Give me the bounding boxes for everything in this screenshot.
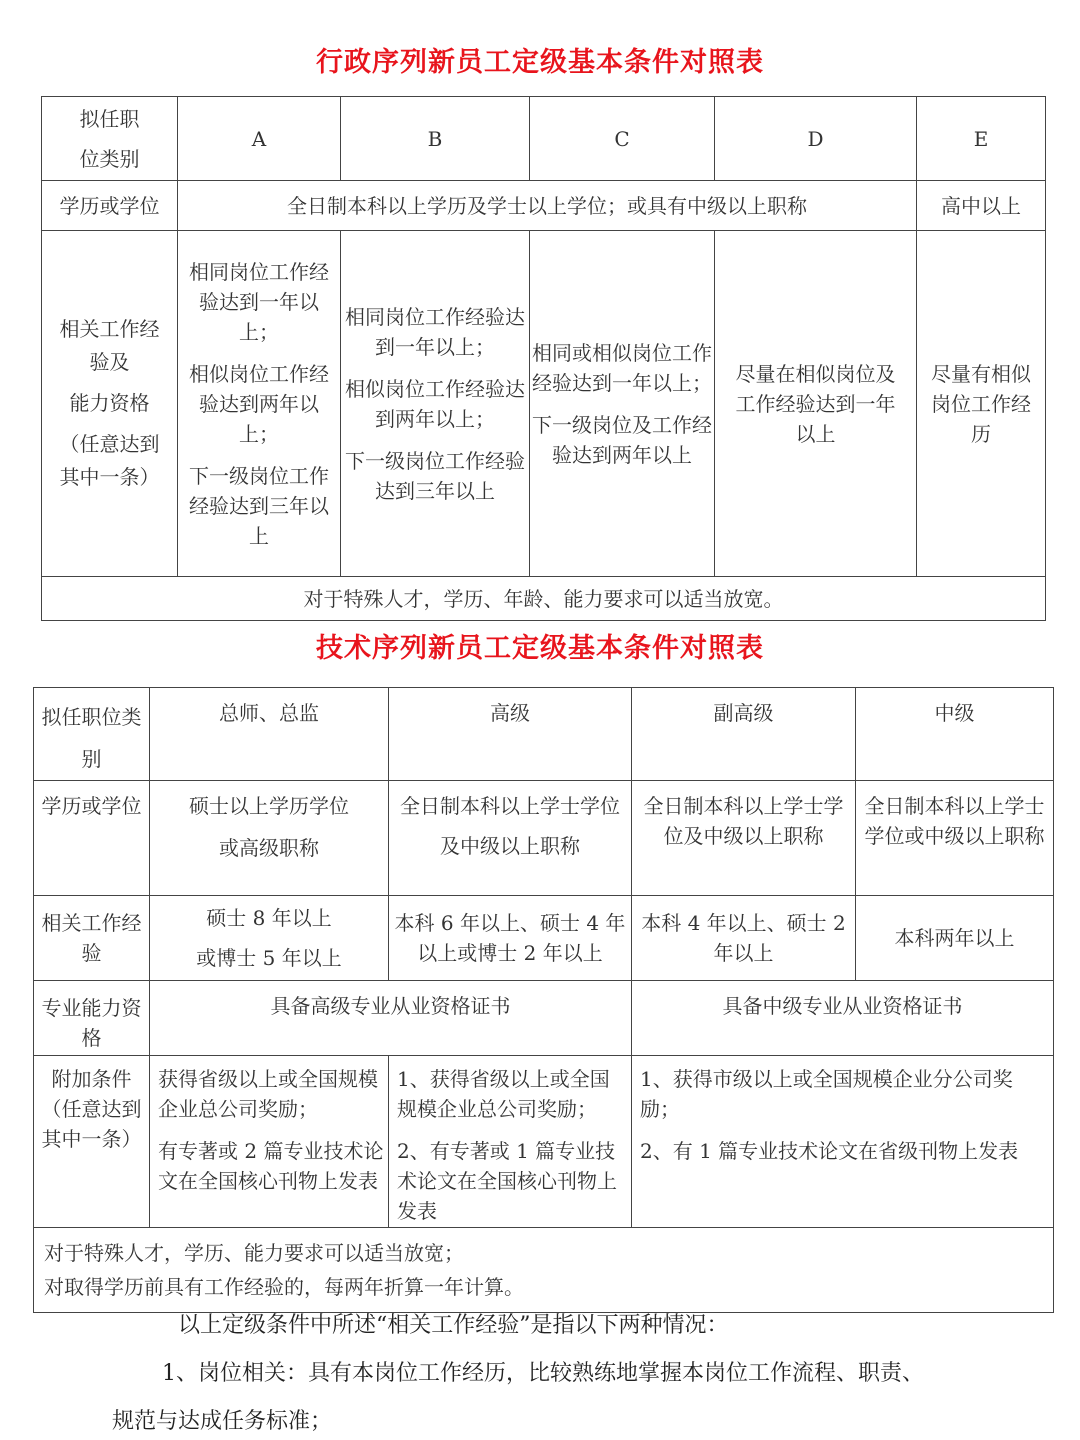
grade-d: D (715, 97, 917, 181)
tech-additional-chief: 获得省级以上或全国规模企业总公司奖励； 有专著或 2 篇专业技术论文在全国核心刊物上发表 (150, 1056, 389, 1228)
admin-experience-e: 尽量有相似岗位工作经历 (917, 231, 1046, 577)
tech-qualification-senior: 具备高级专业从业资格证书 (150, 981, 632, 1056)
tech-education-mid: 全日制本科以上学士学位或中级以上职称 (856, 781, 1054, 896)
tech-notes (34, 1228, 1054, 1313)
tech-note-1: 对于特殊人才，学历、能力要求可以适当放宽； (44, 1241, 464, 1265)
admin-experience-c: 相同或相似岗位工作经验达到一年以上； 下一级岗位及工作经验达到两年以上 (530, 231, 715, 577)
grade-chief: 总师、总监 (150, 688, 389, 781)
admin-experience-d: 尽量在相似岗位及工作经验达到一年以上 (715, 231, 917, 577)
tech-experience-chief: 硕士 8 年以上 或博士 5 年以上 (150, 896, 389, 981)
footer-item-1: 1、岗位相关：具有本岗位工作经历，比较熟练地掌握本岗位工作流程、职责、 (162, 1361, 924, 1386)
admin-experience-b: 相同岗位工作经验达到一年以上； 相似岗位工作经验达到两年以上； 下一级岗位工作经验达到三年以上 (341, 231, 530, 577)
tech-additional-label: 附加条件（任意达到其中一条） (34, 1056, 150, 1228)
admin-experience-label: 相关工作经 验及 能力资格 （任意达到 其中一条） (42, 231, 178, 577)
admin-header-label: 拟任职 位类别 (42, 97, 178, 181)
tech-experience-mid: 本科两年以上 (856, 896, 1054, 981)
admin-note: 对于特殊人才，学历、年龄、能力要求可以适当放宽。 (42, 577, 1046, 621)
tech-table-title: 技术序列新员工定级基本条件对照表 (316, 633, 764, 664)
tech-additional-senior: 1、获得省级以上或全国规模企业总公司奖励； 2、有专著或 1 篇专业技术论文在全国核心刊物上发表 (389, 1056, 632, 1228)
grade-senior: 高级 (389, 688, 632, 781)
grade-e: E (917, 97, 1046, 181)
tech-header-label: 拟任职位类别 (34, 688, 150, 781)
admin-experience-a: 相同岗位工作经验达到一年以上； 相似岗位工作经验达到两年以上； 下一级岗位工作经验达到三年以上 (178, 231, 341, 577)
grade-c: C (530, 97, 715, 181)
admin-education-label: 学历或学位 (42, 181, 178, 231)
tech-experience-label: 相关工作经验 (34, 896, 150, 981)
admin-table-title: 行政序列新员工定级基本条件对照表 (316, 47, 764, 78)
tech-education-deputy: 全日制本科以上学士学位及中级以上职称 (632, 781, 856, 896)
tech-education-label: 学历或学位 (34, 781, 150, 896)
admin-education-e: 高中以上 (917, 181, 1046, 231)
footer-item-1-cont: 规范与达成任务标准； (112, 1409, 333, 1434)
tech-qualification-mid: 具备中级专业从业资格证书 (632, 981, 1054, 1056)
admin-table (41, 96, 1046, 621)
tech-table (33, 687, 1054, 1313)
grade-a: A (178, 97, 341, 181)
tech-additional-rest: 1、获得市级以上或全国规模企业分公司奖励； 2、有 1 篇专业技术论文在省级刊物上发表 (632, 1056, 1054, 1228)
footer-intro: 以上定级条件中所述“相关工作经验”是指以下两种情况： (178, 1313, 729, 1338)
grade-deputy-senior: 副高级 (632, 688, 856, 781)
tech-qualification-label: 专业能力资格 (34, 981, 150, 1056)
tech-experience-senior: 本科 6 年以上、硕士 4 年以上或博士 2 年以上 (389, 896, 632, 981)
grade-b: B (341, 97, 530, 181)
admin-education-common: 全日制本科以上学历及学士以上学位；或具有中级以上职称 (178, 181, 917, 231)
tech-note-2: 对取得学历前具有工作经验的，每两年折算一年计算。 (44, 1275, 524, 1299)
tech-education-senior: 全日制本科以上学士学位 及中级以上职称 (389, 781, 632, 896)
tech-education-chief: 硕士以上学历学位 或高级职称 (150, 781, 389, 896)
grade-intermediate: 中级 (856, 688, 1054, 781)
tech-experience-deputy: 本科 4 年以上、硕士 2 年以上 (632, 896, 856, 981)
